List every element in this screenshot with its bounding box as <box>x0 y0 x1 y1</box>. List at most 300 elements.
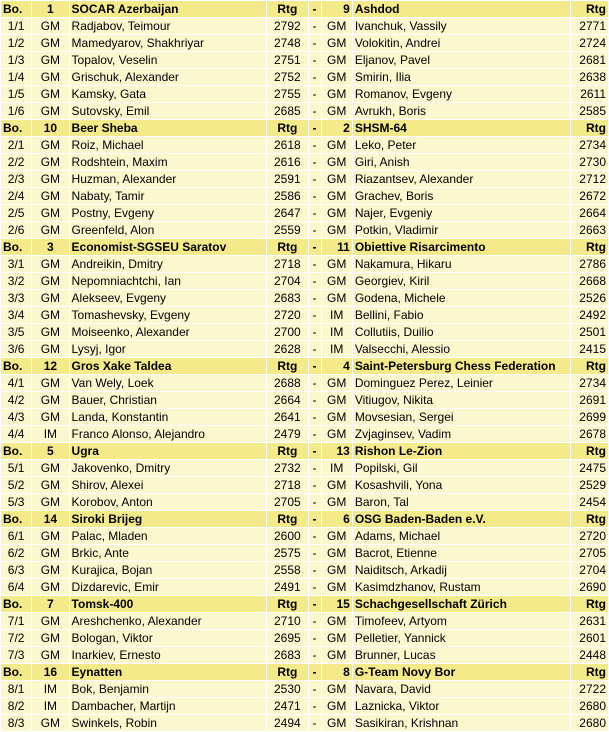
board-number: 5/1 <box>1 460 31 476</box>
board-pairing-row <box>1 52 608 68</box>
away-player-name: Godena, Michele <box>353 290 570 306</box>
away-player-rating: 2585 <box>571 103 608 119</box>
away-team-number: 15 <box>322 596 352 612</box>
away-player-rating: 2415 <box>571 341 608 357</box>
board-pairing-row <box>1 715 608 731</box>
board-pairing-row <box>1 426 608 442</box>
away-player-title: GM <box>322 681 352 697</box>
away-player-title: GM <box>322 647 352 663</box>
home-player-name: Korobov, Anton <box>70 494 267 510</box>
home-player-title: GM <box>32 205 68 221</box>
home-player-title: GM <box>32 307 68 323</box>
away-team-number: 4 <box>322 358 352 374</box>
match-separator: - <box>309 1 321 17</box>
away-player-title: GM <box>322 613 352 629</box>
pairing-separator: - <box>309 154 321 170</box>
home-player-name: Alekseev, Evgeny <box>70 290 267 306</box>
home-player-rating: 2732 <box>267 460 307 476</box>
away-player-rating: 2663 <box>571 222 608 238</box>
board-column-label: Bo. <box>1 664 31 680</box>
home-player-rating: 2695 <box>267 630 307 646</box>
pairing-separator: - <box>309 35 321 51</box>
pairing-separator: - <box>309 273 321 289</box>
home-player-title: IM <box>32 681 68 697</box>
board-number: 1/4 <box>1 69 31 85</box>
home-team-number: 16 <box>32 664 68 680</box>
board-pairing-row <box>1 205 608 221</box>
board-column-label: Bo. <box>1 358 31 374</box>
match-separator: - <box>309 443 321 459</box>
away-player-title: GM <box>322 494 352 510</box>
board-pairing-row <box>1 460 608 476</box>
away-player-name: Movsesian, Sergei <box>353 409 570 425</box>
board-number: 8/2 <box>1 698 31 714</box>
away-player-title: GM <box>322 528 352 544</box>
pairing-separator: - <box>309 409 321 425</box>
pairing-separator: - <box>309 222 321 238</box>
away-player-rating: 2720 <box>571 528 608 544</box>
home-player-name: Kamsky, Gata <box>70 86 267 102</box>
home-player-name: Greenfeld, Alon <box>70 222 267 238</box>
away-player-name: Riazantsev, Alexander <box>353 171 570 187</box>
away-team-number: 2 <box>322 120 352 136</box>
away-player-rating: 2681 <box>571 52 608 68</box>
home-team-number: 7 <box>32 596 68 612</box>
home-team-number: 5 <box>32 443 68 459</box>
home-player-rating: 2705 <box>267 494 307 510</box>
home-player-name: Bologan, Viktor <box>70 630 267 646</box>
board-number: 1/1 <box>1 18 31 34</box>
home-player-rating: 2792 <box>267 18 307 34</box>
home-rating-label: Rtg <box>267 443 307 459</box>
away-player-rating: 2454 <box>571 494 608 510</box>
board-number: 1/3 <box>1 52 31 68</box>
home-player-rating: 2748 <box>267 35 307 51</box>
pairing-separator: - <box>309 137 321 153</box>
away-player-title: GM <box>322 86 352 102</box>
board-number: 2/6 <box>1 222 31 238</box>
away-player-title: GM <box>322 579 352 595</box>
away-player-title: GM <box>322 171 352 187</box>
away-player-rating: 2734 <box>571 375 608 391</box>
away-player-name: Sasikiran, Krishnan <box>353 715 570 731</box>
away-player-title: GM <box>322 630 352 646</box>
away-team-name: Ashdod <box>353 1 570 17</box>
pairing-separator: - <box>309 290 321 306</box>
home-player-rating: 2751 <box>267 52 307 68</box>
home-rating-label: Rtg <box>267 511 307 527</box>
home-player-title: GM <box>32 222 68 238</box>
away-player-name: Pelletier, Yannick <box>353 630 570 646</box>
home-team-number: 10 <box>32 120 68 136</box>
away-player-title: GM <box>322 392 352 408</box>
match-header-row <box>1 511 608 527</box>
home-player-rating: 2600 <box>267 528 307 544</box>
board-pairing-row <box>1 86 608 102</box>
away-player-rating: 2680 <box>571 715 608 731</box>
away-player-rating: 2638 <box>571 69 608 85</box>
home-player-title: GM <box>32 324 68 340</box>
away-player-rating: 2699 <box>571 409 608 425</box>
away-player-title: GM <box>322 52 352 68</box>
board-column-label: Bo. <box>1 443 31 459</box>
home-player-rating: 2752 <box>267 69 307 85</box>
board-number: 4/2 <box>1 392 31 408</box>
away-player-rating: 2690 <box>571 579 608 595</box>
home-player-name: Lysyj, Igor <box>70 341 267 357</box>
board-number: 5/3 <box>1 494 31 510</box>
board-pairing-row <box>1 137 608 153</box>
home-player-rating: 2683 <box>267 290 307 306</box>
home-player-title: GM <box>32 188 68 204</box>
away-player-name: Adams, Michael <box>353 528 570 544</box>
away-player-rating: 2611 <box>571 86 608 102</box>
pairing-separator: - <box>309 715 321 731</box>
away-player-name: Giri, Anish <box>353 154 570 170</box>
board-number: 3/3 <box>1 290 31 306</box>
home-player-name: Landa, Konstantin <box>70 409 267 425</box>
away-player-title: GM <box>322 290 352 306</box>
away-player-rating: 2526 <box>571 290 608 306</box>
away-player-name: Bacrot, Etienne <box>353 545 570 561</box>
home-player-title: GM <box>32 409 68 425</box>
home-rating-label: Rtg <box>267 358 307 374</box>
away-player-name: Popilski, Gil <box>353 460 570 476</box>
home-player-title: GM <box>32 715 68 731</box>
pairing-separator: - <box>309 647 321 663</box>
away-player-title: GM <box>322 137 352 153</box>
away-rating-label: Rtg <box>571 443 608 459</box>
pairing-separator: - <box>309 528 321 544</box>
home-team-name: Gros Xake Taldea <box>70 358 267 374</box>
home-player-name: Kurajica, Bojan <box>70 562 267 578</box>
home-player-rating: 2718 <box>267 477 307 493</box>
away-player-title: GM <box>322 545 352 561</box>
board-pairing-row <box>1 222 608 238</box>
board-pairing-row <box>1 341 608 357</box>
board-pairing-row <box>1 171 608 187</box>
away-player-name: Zvjaginsev, Vadim <box>353 426 570 442</box>
home-rating-label: Rtg <box>267 239 307 255</box>
away-player-title: IM <box>322 341 352 357</box>
board-number: 2/5 <box>1 205 31 221</box>
away-player-rating: 2664 <box>571 205 608 221</box>
board-pairing-row <box>1 409 608 425</box>
board-pairing-row <box>1 307 608 323</box>
home-team-number: 3 <box>32 239 68 255</box>
pairing-separator: - <box>309 18 321 34</box>
home-player-title: GM <box>32 630 68 646</box>
home-player-rating: 2491 <box>267 579 307 595</box>
away-player-name: Timofeev, Artyom <box>353 613 570 629</box>
home-player-title: GM <box>32 460 68 476</box>
home-rating-label: Rtg <box>267 664 307 680</box>
board-number: 7/1 <box>1 613 31 629</box>
board-number: 3/6 <box>1 341 31 357</box>
home-player-title: GM <box>32 86 68 102</box>
pairing-separator: - <box>309 171 321 187</box>
board-pairing-row <box>1 477 608 493</box>
away-team-name: Rishon Le-Zion <box>353 443 570 459</box>
away-player-rating: 2722 <box>571 681 608 697</box>
away-player-title: GM <box>322 154 352 170</box>
home-player-title: GM <box>32 256 68 272</box>
home-player-rating: 2755 <box>267 86 307 102</box>
away-player-title: GM <box>322 715 352 731</box>
away-player-name: Grachev, Boris <box>353 188 570 204</box>
match-separator: - <box>309 120 321 136</box>
board-pairing-row <box>1 613 608 629</box>
pairing-separator: - <box>309 426 321 442</box>
board-pairing-row <box>1 188 608 204</box>
board-pairing-row <box>1 103 608 119</box>
home-player-rating: 2586 <box>267 188 307 204</box>
home-player-title: GM <box>32 290 68 306</box>
home-team-number: 14 <box>32 511 68 527</box>
home-player-rating: 2575 <box>267 545 307 561</box>
board-pairing-row <box>1 35 608 51</box>
home-player-name: Sutovsky, Emil <box>70 103 267 119</box>
board-pairing-row <box>1 273 608 289</box>
home-team-name: Siroki Brijeg <box>70 511 267 527</box>
away-player-title: GM <box>322 273 352 289</box>
board-column-label: Bo. <box>1 1 31 17</box>
match-separator: - <box>309 596 321 612</box>
away-player-title: GM <box>322 426 352 442</box>
away-team-name: Schachgesellschaft Zürich <box>353 596 570 612</box>
away-player-name: Kosashvili, Yona <box>353 477 570 493</box>
pairing-separator: - <box>309 579 321 595</box>
away-rating-label: Rtg <box>571 664 608 680</box>
away-player-name: Leko, Peter <box>353 137 570 153</box>
away-player-rating: 2672 <box>571 188 608 204</box>
away-team-number: 6 <box>322 511 352 527</box>
home-player-title: GM <box>32 69 68 85</box>
board-number: 4/4 <box>1 426 31 442</box>
away-player-rating: 2712 <box>571 171 608 187</box>
board-pairing-row <box>1 528 608 544</box>
home-player-rating: 2628 <box>267 341 307 357</box>
pairing-separator: - <box>309 205 321 221</box>
away-player-name: Brunner, Lucas <box>353 647 570 663</box>
board-pairing-row <box>1 375 608 391</box>
home-team-name: Tomsk-400 <box>70 596 267 612</box>
away-player-name: Vitiugov, Nikita <box>353 392 570 408</box>
home-rating-label: Rtg <box>267 120 307 136</box>
away-player-rating: 2704 <box>571 562 608 578</box>
pairing-separator: - <box>309 460 321 476</box>
pairing-separator: - <box>309 103 321 119</box>
match-header-row <box>1 443 608 459</box>
home-player-title: GM <box>32 103 68 119</box>
away-player-title: GM <box>322 698 352 714</box>
board-number: 3/4 <box>1 307 31 323</box>
board-pairing-row <box>1 647 608 663</box>
match-separator: - <box>309 511 321 527</box>
match-separator: - <box>309 358 321 374</box>
home-player-rating: 2618 <box>267 137 307 153</box>
home-player-rating: 2616 <box>267 154 307 170</box>
match-separator: - <box>309 664 321 680</box>
away-player-rating: 2668 <box>571 273 608 289</box>
away-player-title: GM <box>322 375 352 391</box>
board-pairing-row <box>1 562 608 578</box>
home-player-rating: 2479 <box>267 426 307 442</box>
board-number: 7/3 <box>1 647 31 663</box>
board-pairing-row <box>1 256 608 272</box>
board-number: 6/2 <box>1 545 31 561</box>
home-player-title: GM <box>32 137 68 153</box>
home-player-rating: 2704 <box>267 273 307 289</box>
home-player-name: Dizdarevic, Emir <box>70 579 267 595</box>
match-header-row <box>1 1 608 17</box>
away-player-rating: 2678 <box>571 426 608 442</box>
board-number: 5/2 <box>1 477 31 493</box>
home-player-rating: 2558 <box>267 562 307 578</box>
board-pairing-row <box>1 579 608 595</box>
away-player-rating: 2475 <box>571 460 608 476</box>
board-pairing-row <box>1 698 608 714</box>
away-player-name: Eljanov, Pavel <box>353 52 570 68</box>
away-team-name: OSG Baden-Baden e.V. <box>353 511 570 527</box>
board-number: 4/1 <box>1 375 31 391</box>
home-player-title: GM <box>32 273 68 289</box>
away-player-name: Nakamura, Hikaru <box>353 256 570 272</box>
pairing-separator: - <box>309 52 321 68</box>
home-player-rating: 2718 <box>267 256 307 272</box>
board-number: 1/2 <box>1 35 31 51</box>
away-player-name: Dominguez Perez, Leinier <box>353 375 570 391</box>
match-header-row <box>1 120 608 136</box>
home-team-name: Beer Sheba <box>70 120 267 136</box>
board-number: 2/4 <box>1 188 31 204</box>
home-player-title: GM <box>32 545 68 561</box>
home-player-rating: 2720 <box>267 307 307 323</box>
home-player-title: GM <box>32 477 68 493</box>
home-player-title: GM <box>32 375 68 391</box>
away-player-name: Bellini, Fabio <box>353 307 570 323</box>
pairing-separator: - <box>309 307 321 323</box>
home-player-rating: 2685 <box>267 103 307 119</box>
pairing-separator: - <box>309 375 321 391</box>
home-player-title: GM <box>32 392 68 408</box>
board-number: 8/3 <box>1 715 31 731</box>
home-player-name: Franco Alonso, Alejandro <box>70 426 267 442</box>
home-player-name: Dambacher, Martijn <box>70 698 267 714</box>
away-team-number: 11 <box>322 239 352 255</box>
pairing-separator: - <box>309 613 321 629</box>
away-player-name: Baron, Tal <box>353 494 570 510</box>
home-player-rating: 2494 <box>267 715 307 731</box>
away-rating-label: Rtg <box>571 120 608 136</box>
away-player-title: IM <box>322 324 352 340</box>
board-pairing-row <box>1 154 608 170</box>
pairing-separator: - <box>309 392 321 408</box>
board-number: 2/3 <box>1 171 31 187</box>
board-pairing-row <box>1 69 608 85</box>
away-team-name: G-Team Novy Bor <box>353 664 570 680</box>
home-player-name: Nepomniachtchi, Ian <box>70 273 267 289</box>
board-number: 6/3 <box>1 562 31 578</box>
away-player-title: GM <box>322 103 352 119</box>
pairing-separator: - <box>309 86 321 102</box>
match-separator: - <box>309 239 321 255</box>
home-player-title: IM <box>32 426 68 442</box>
away-player-name: Navara, David <box>353 681 570 697</box>
pairing-separator: - <box>309 69 321 85</box>
home-player-title: IM <box>32 698 68 714</box>
away-player-rating: 2691 <box>571 392 608 408</box>
away-player-title: GM <box>322 222 352 238</box>
board-number: 1/6 <box>1 103 31 119</box>
home-player-name: Roiz, Michael <box>70 137 267 153</box>
away-player-name: Ivanchuk, Vassily <box>353 18 570 34</box>
home-player-title: GM <box>32 154 68 170</box>
board-pairing-row <box>1 290 608 306</box>
away-rating-label: Rtg <box>571 511 608 527</box>
home-player-rating: 2688 <box>267 375 307 391</box>
home-player-name: Brkic, Ante <box>70 545 267 561</box>
board-pairing-row <box>1 324 608 340</box>
match-header-row <box>1 664 608 680</box>
home-player-title: GM <box>32 18 68 34</box>
home-player-rating: 2664 <box>267 392 307 408</box>
home-team-number: 1 <box>32 1 68 17</box>
home-player-rating: 2530 <box>267 681 307 697</box>
away-rating-label: Rtg <box>571 1 608 17</box>
board-number: 1/5 <box>1 86 31 102</box>
away-rating-label: Rtg <box>571 596 608 612</box>
away-player-name: Collutiis, Duilio <box>353 324 570 340</box>
board-number: 2/1 <box>1 137 31 153</box>
home-player-title: GM <box>32 562 68 578</box>
home-player-name: Tomashevsky, Evgeny <box>70 307 267 323</box>
away-team-name: Obiettive Risarcimento <box>353 239 570 255</box>
home-player-name: Van Wely, Loek <box>70 375 267 391</box>
board-pairing-row <box>1 18 608 34</box>
board-number: 6/1 <box>1 528 31 544</box>
home-player-title: GM <box>32 528 68 544</box>
home-player-name: Areshchenko, Alexander <box>70 613 267 629</box>
home-player-name: Jakovenko, Dmitry <box>70 460 267 476</box>
away-player-name: Smirin, Ilia <box>353 69 570 85</box>
pairing-separator: - <box>309 545 321 561</box>
home-player-name: Huzman, Alexander <box>70 171 267 187</box>
home-player-rating: 2700 <box>267 324 307 340</box>
away-player-name: Kasimdzhanov, Rustam <box>353 579 570 595</box>
home-player-name: Swinkels, Robin <box>70 715 267 731</box>
board-column-label: Bo. <box>1 511 31 527</box>
home-player-name: Topalov, Veselin <box>70 52 267 68</box>
away-player-title: GM <box>322 256 352 272</box>
away-player-name: Romanov, Evgeny <box>353 86 570 102</box>
home-player-title: GM <box>32 341 68 357</box>
board-number: 3/2 <box>1 273 31 289</box>
board-pairing-row <box>1 494 608 510</box>
home-player-name: Mamedyarov, Shakhriyar <box>70 35 267 51</box>
board-number: 2/2 <box>1 154 31 170</box>
home-player-title: GM <box>32 494 68 510</box>
pairing-separator: - <box>309 477 321 493</box>
away-player-name: Georgiev, Kiril <box>353 273 570 289</box>
home-player-title: GM <box>32 647 68 663</box>
board-number: 3/5 <box>1 324 31 340</box>
pairing-separator: - <box>309 256 321 272</box>
board-column-label: Bo. <box>1 596 31 612</box>
pairing-separator: - <box>309 341 321 357</box>
away-player-name: Potkin, Vladimir <box>353 222 570 238</box>
home-player-name: Andreikin, Dmitry <box>70 256 267 272</box>
